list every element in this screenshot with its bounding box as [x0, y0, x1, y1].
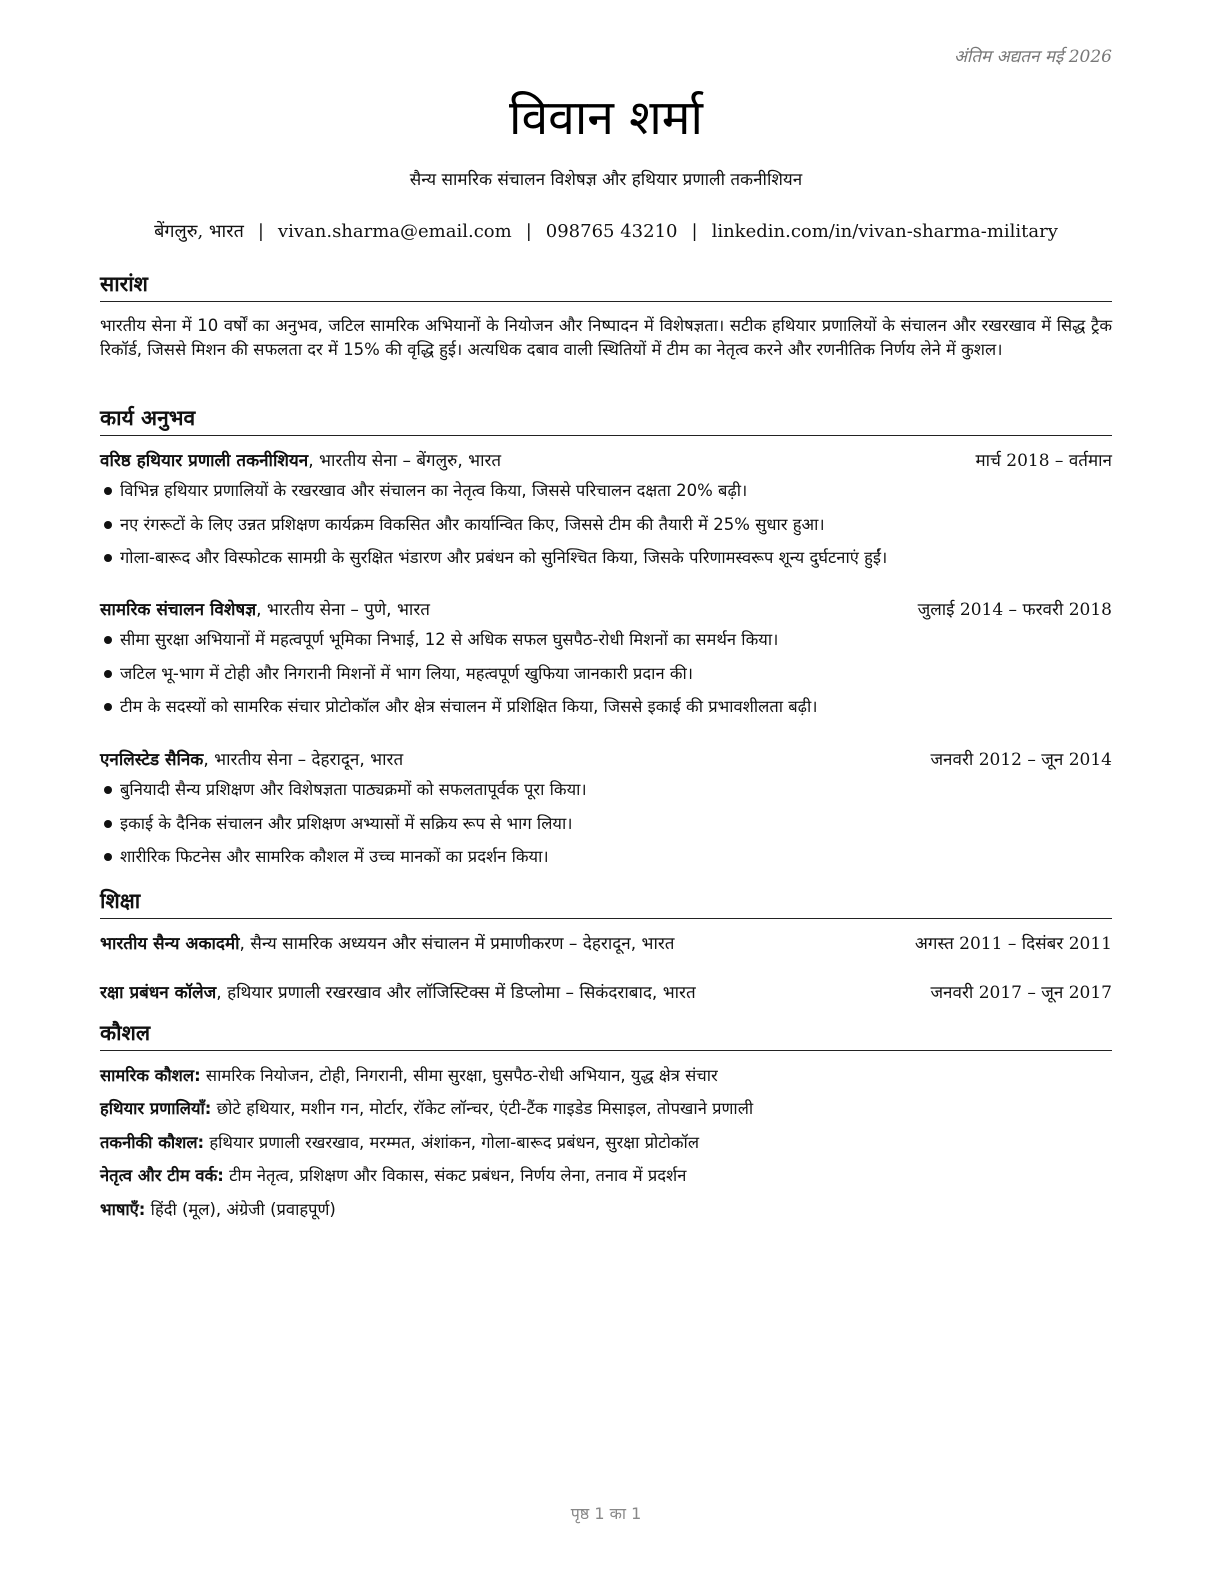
contact-location: बेंगलुरु, भारत [154, 221, 244, 242]
contact-linkedin[interactable]: linkedin.com/in/vivan-sharma-military [711, 221, 1058, 242]
contact-separator: | [691, 221, 698, 242]
bullet-dot [104, 670, 112, 678]
contact-phone: 098765 43210 [545, 221, 678, 242]
contact-email[interactable]: vivan.sharma@email.com [277, 221, 512, 242]
bullet-dot [104, 521, 112, 529]
bullet-dot [104, 786, 112, 794]
page-number: पृष्ठ 1 का 1 [570, 1504, 642, 1523]
job-title: वरिष्ठ हथियार प्रणाली तकनीशियन [100, 451, 309, 471]
bullet-dot [104, 636, 112, 644]
skill-value: हथियार प्रणाली रखरखाव, मरम्मत, अंशांकन, गोला-बारूद प्रबंधन, सुरक्षा प्रोटोकॉल [204, 1133, 700, 1152]
job-org: , भारतीय सेना – देहरादून, भारत [203, 750, 404, 770]
last-updated: अंतिम अद्यतन मई 2026 [953, 47, 1112, 67]
job-bullet: इकाई के दैनिक संचालन और प्रशिक्षण अभ्यासों में सक्रिय रूप से भाग लिया। [100, 811, 1112, 834]
job-bullet: टीम के सदस्यों को सामरिक संचार प्रोटोकॉल और क्षेत्र संचालन में प्रशिक्षित किया, जिससे इकाई की प्रभावशीलता बढ़ी। [100, 694, 1112, 717]
job-org: , भारतीय सेना – पुणे, भारत [256, 600, 430, 620]
summary-heading: सारांश [100, 270, 1112, 302]
job-bullet: बुनियादी सैन्य प्रशिक्षण और विशेषज्ञता पाठ्यक्रमों को सफलतापूर्वक पूरा किया। [100, 777, 1112, 800]
skill-label: नेतृत्व और टीम वर्क: [100, 1166, 224, 1185]
job-bullet: शारीरिक फिटनेस और सामरिक कौशल में उच्च मानकों का प्रदर्शन किया। [100, 844, 1112, 867]
job-title: सामरिक संचालन विशेषज्ञ [100, 600, 257, 620]
job-dates: जुलाई 2014 – फरवरी 2018 [917, 600, 1112, 620]
skill-line [100, 1163, 686, 1186]
education-heading: शिक्षा [100, 887, 1112, 919]
skill-line [100, 1096, 753, 1119]
job-bullet: गोला-बारूद और विस्फोटक सामग्री के सुरक्षित भंडारण और प्रबंधन को सुनिश्चित किया, जिसके परिणामस्वरूप शून्य दुर्घटनाएं हुईं। [100, 545, 1112, 568]
skill-line [100, 1063, 718, 1086]
job-org: , भारतीय सेना – बेंगलुरु, भारत [308, 451, 502, 471]
contact-separator: | [257, 221, 264, 242]
skill-line [100, 1130, 699, 1153]
skill-value: सामरिक नियोजन, टोही, निगरानी, सीमा सुरक्षा, घुसपैठ-रोधी अभियान, युद्ध क्षेत्र संचार [200, 1066, 718, 1085]
skill-label: तकनीकी कौशल: [100, 1133, 205, 1152]
skill-value: टीम नेतृत्व, प्रशिक्षण और विकास, संकट प्रबंधन, निर्णय लेना, तनाव में प्रदर्शन [223, 1166, 687, 1185]
job-bullet: नए रंगरूटों के लिए उन्नत प्रशिक्षण कार्यक्रम विकसित और कार्यान्वित किए, जिससे टीम की तैयारी में 25% सुधार हुआ। [100, 512, 1112, 535]
skills-heading: कौशल [100, 1019, 1112, 1051]
contact-separator: | [525, 221, 532, 242]
skill-value: छोटे हथियार, मशीन गन, मोर्टार, रॉकेट लॉन्चर, एंटी-टैंक गाइडेड मिसाइल, तोपखाने प्रणाली [211, 1099, 754, 1118]
experience-heading: कार्य अनुभव [100, 404, 1112, 436]
bullet-dot [104, 853, 112, 861]
bullet-dot [104, 820, 112, 828]
candidate-name: विवान शर्मा [509, 90, 703, 146]
job-bullet: सीमा सुरक्षा अभियानों में महत्वपूर्ण भूमिका निभाई, 12 से अधिक सफल घुसपैठ-रोधी मिशनों का समर्थन किया। [100, 627, 1112, 650]
resume-page [100, 0, 1112, 1584]
job-bullet: जटिल भू-भाग में टोही और निगरानी मिशनों में भाग लिया, महत्वपूर्ण खुफिया जानकारी प्रदान की। [100, 661, 1112, 684]
education-school: भारतीय सैन्य अकादमी [100, 934, 240, 954]
skill-label: सामरिक कौशल: [100, 1066, 201, 1085]
education-dates: जनवरी 2017 – जून 2017 [930, 983, 1112, 1003]
education-school: रक्षा प्रबंधन कॉलेज [100, 983, 217, 1003]
education-dates: अगस्त 2011 – दिसंबर 2011 [914, 934, 1112, 954]
bullet-dot [104, 487, 112, 495]
job-dates: जनवरी 2012 – जून 2014 [930, 750, 1112, 770]
job-dates: मार्च 2018 – वर्तमान [975, 451, 1112, 471]
skill-label: हथियार प्रणालियाँ: [100, 1099, 212, 1118]
education-detail: , हथियार प्रणाली रखरखाव और लॉजिस्टिक्स में डिप्लोमा – सिकंदराबाद, भारत [216, 983, 696, 1003]
skill-line [100, 1197, 336, 1220]
summary-text: भारतीय सेना में 10 वर्षों का अनुभव, जटिल सामरिक अभियानों के नियोजन और निष्पादन में विशेषज्ञता। सटीक हथियार प्रणालियों के संचालन और रखरखाव में सिद्ध ट्रैक रिकॉर्ड, जिससे मिशन की सफलता दर में 15% की वृद्धि हुई। अत्यधिक दबाव वाली स्थितियों में टीम का नेतृत्व करने और रणनीतिक निर्णय लेने में कुशल। [100, 316, 1112, 359]
job-bullet: विभिन्न हथियार प्रणालियों के रखरखाव और संचालन का नेतृत्व किया, जिससे परिचालन दक्षता 20% बढ़ी। [100, 478, 1112, 501]
candidate-subtitle: सैन्य सामरिक संचालन विशेषज्ञ और हथियार प्रणाली तकनीशियन [409, 170, 803, 190]
bullet-dot [104, 554, 112, 562]
education-detail: , सैन्य सामरिक अध्ययन और संचालन में प्रमाणीकरण – देहरादून, भारत [239, 934, 675, 954]
contact-line [100, 219, 1112, 243]
skill-value: हिंदी (मूल), अंग्रेजी (प्रवाहपूर्ण) [145, 1200, 336, 1219]
bullet-dot [104, 703, 112, 711]
skill-label: भाषाएँ: [100, 1200, 146, 1219]
job-title: एनलिस्टेड सैनिक [100, 750, 204, 770]
